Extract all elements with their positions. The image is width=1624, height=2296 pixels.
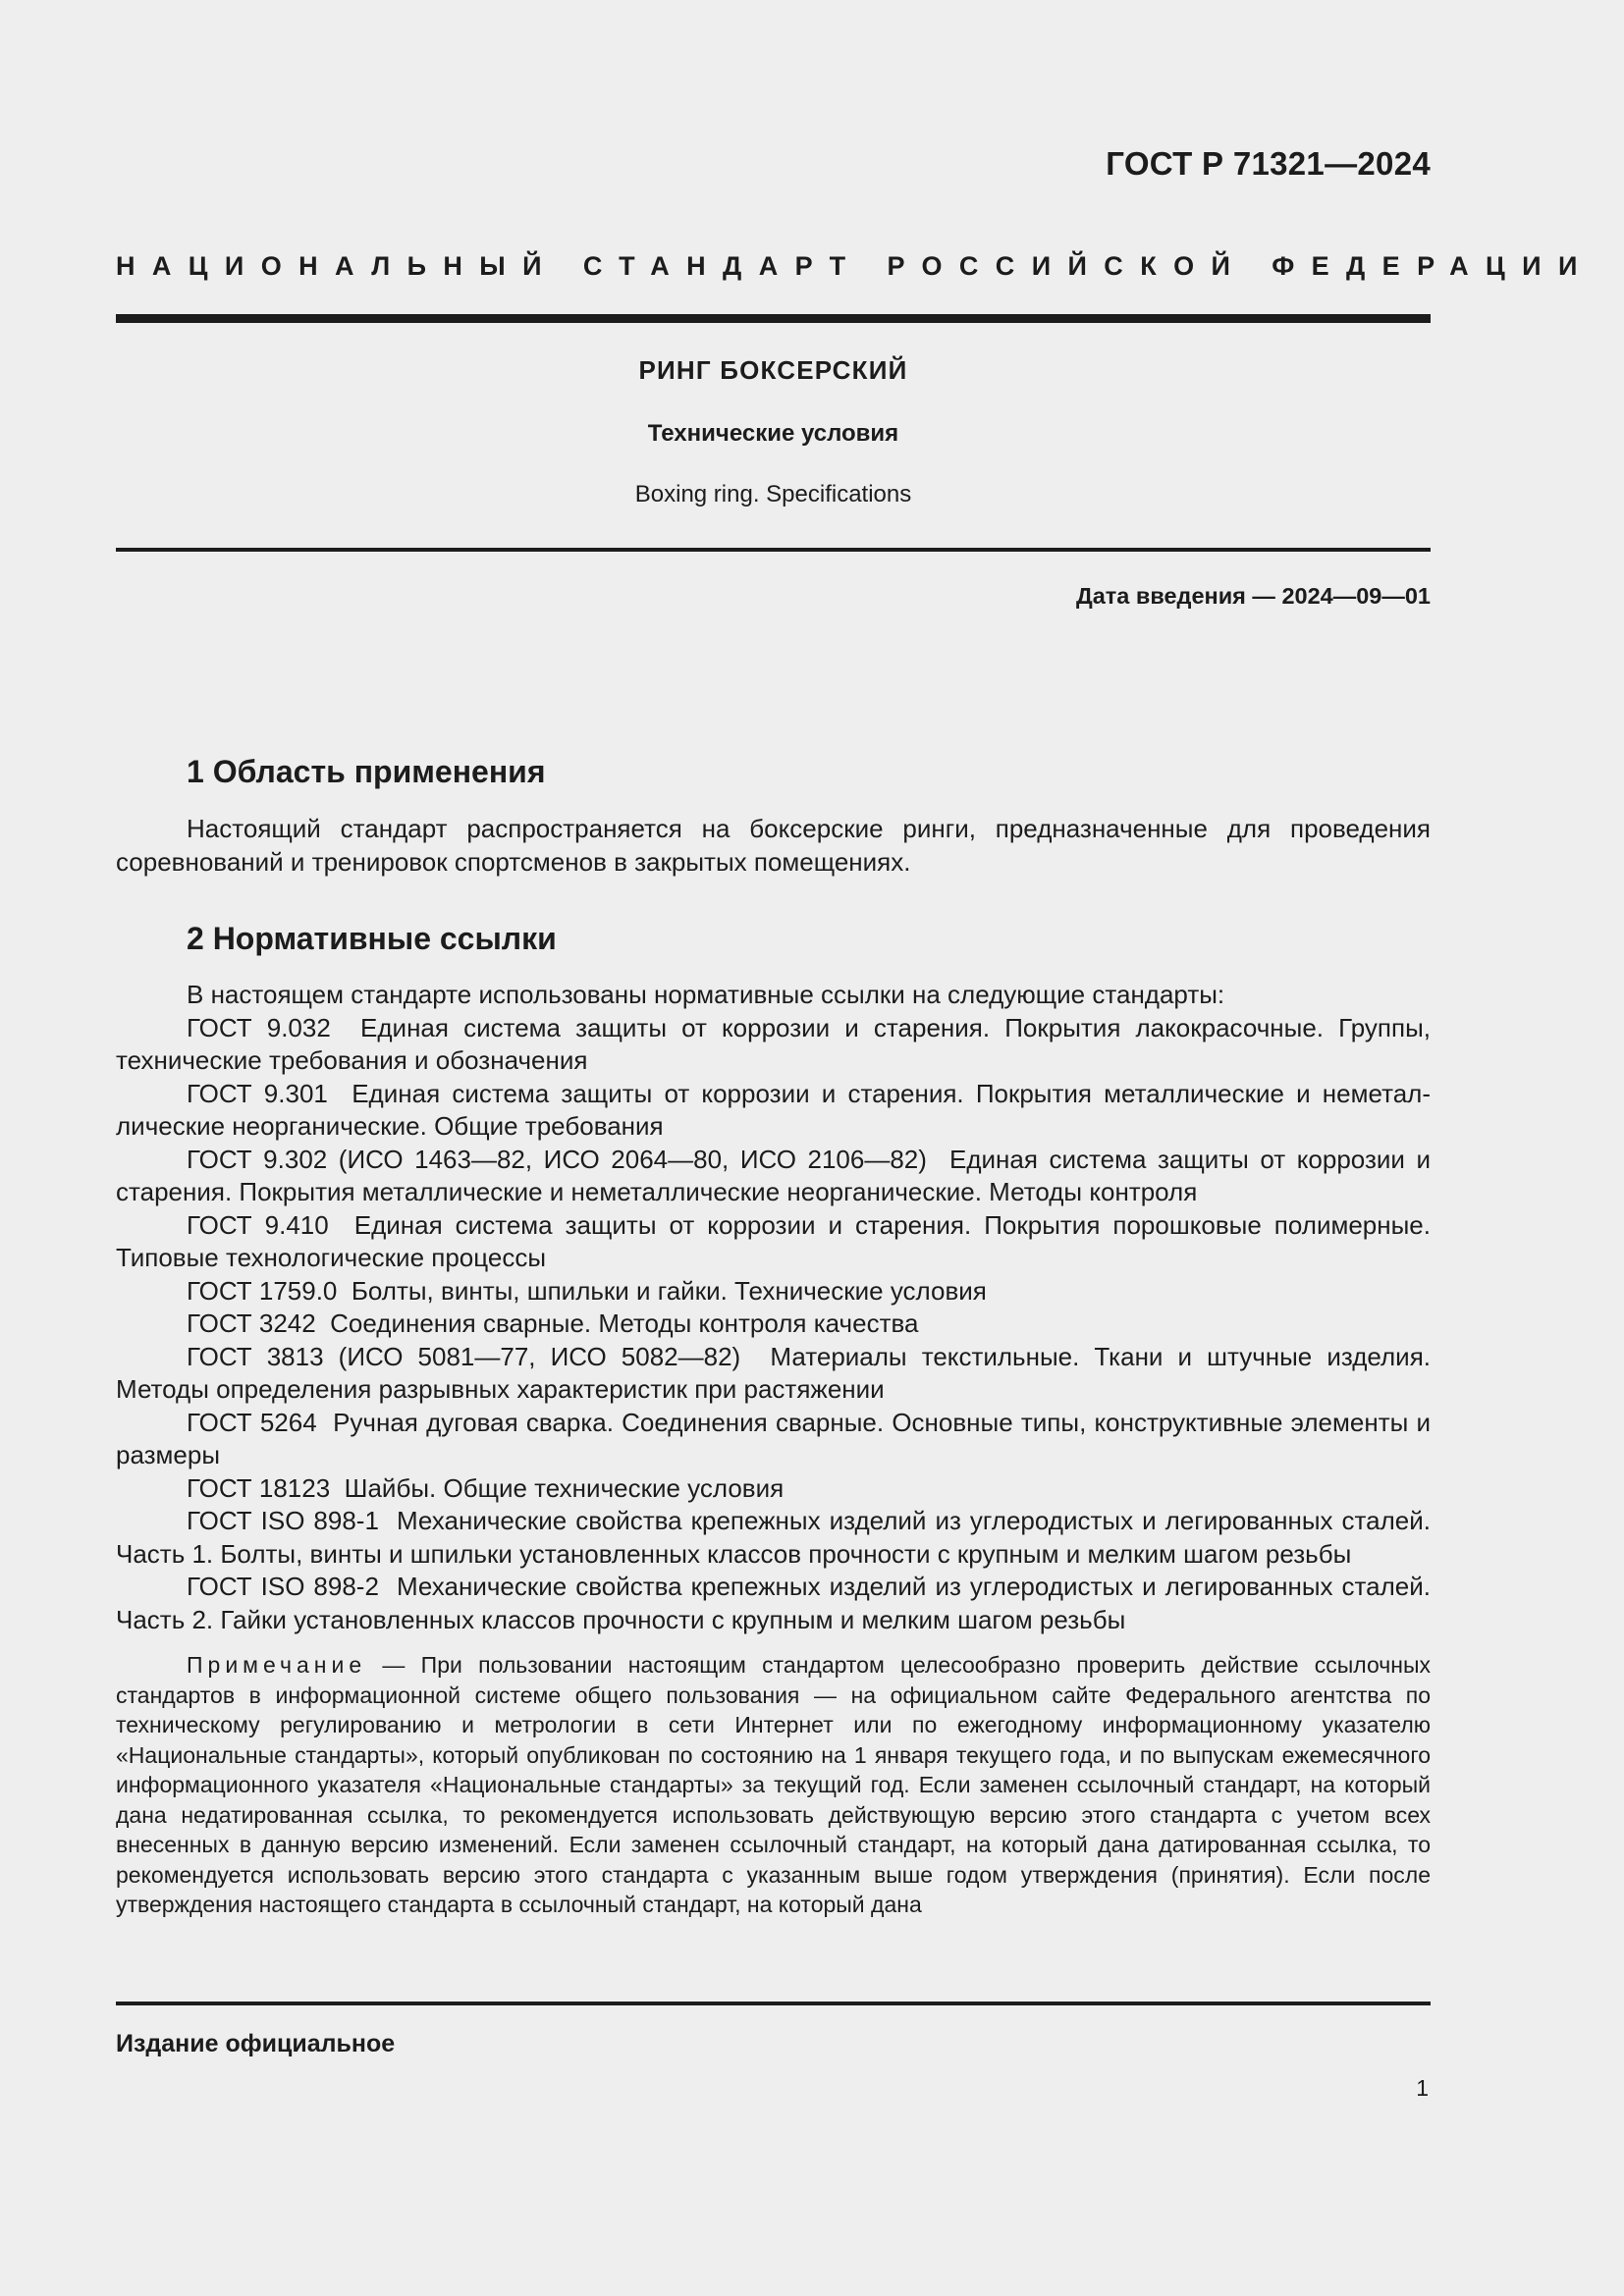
reference-item xyxy=(116,1308,1431,1341)
reference-title: Болты, винты, шпильки и гайки. Технические условия xyxy=(351,1275,987,1306)
reference-note xyxy=(116,1650,1431,1920)
section-scope xyxy=(116,750,1431,879)
reference-item xyxy=(116,1472,1431,1506)
section-heading: 1 Область применения xyxy=(187,754,546,789)
reference-code: ГОСТ 18123 xyxy=(187,1472,331,1503)
reference-code: ГОСТ ISO 898-2 xyxy=(187,1572,379,1601)
reference-title: Ручная дуговая сварка. Соединения сварные. Основные типы, конструктивные элементы и размеры xyxy=(116,1407,1432,1469)
section-normative-references xyxy=(116,917,1431,1920)
reference-title: Механические свойства крепежных изделий из углеродистых и легированных сталей. Часть 2. Гайки установленных классов прочности с крупным и мелким шагом резьбы xyxy=(116,1572,1432,1634)
reference-title: Единая система защиты от коррозии и старения. Покрытия порошковые полимерные. Типовые технологические процессы xyxy=(116,1209,1431,1272)
reference-code: ГОСТ 9.032 xyxy=(187,1012,331,1042)
reference-item xyxy=(116,1571,1431,1636)
page-number: 1 xyxy=(1416,2075,1429,2101)
reference-code: ГОСТ 3242 xyxy=(187,1308,316,1338)
reference-code: ГОСТ 9.301 xyxy=(187,1078,328,1108)
document-page xyxy=(116,0,1595,2296)
reference-title: Материалы текстильные. Ткани и штучные изделия. Методы определения разрывных характеристик при растяжении xyxy=(116,1341,1431,1404)
reference-title: Единая система защиты от коррозии и старения. Покрытия лакокрасочные. Группы, технические требования и обозначения xyxy=(116,1012,1431,1075)
reference-item xyxy=(116,1341,1431,1407)
reference-code: ГОСТ 1759.0 xyxy=(187,1275,338,1306)
reference-list xyxy=(116,1012,1431,1637)
reference-code: ГОСТ 9.302 (ИСО 1463—82, ИСО 2064—80, ИСО 2106—82) xyxy=(187,1144,927,1174)
edition-label: Издание официальное xyxy=(116,2030,396,2057)
note-text: — При пользовании настоящим стандартом целесообразно проверить действие ссылочных стандартов в информационной системе общего пользования — на официальном сайте Федерального агентства по техническому регулированию и метрологии в сети Интернет или по ежегодному информационному указателю «Национальные стандарты», который опубликован по состоянию на 1 января текущего года, и по выпускам ежемесячного информационного указателя «Национальные стандарты» за текущий год. Если заменен ссылочный стандарт, на который дана недатированная ссылка, то рекомендуется использовать действующую версию этого стандарта с учетом всех внесенных в данную версию изменений. Если заменен ссылочный стандарт, на который дана датированная ссылка, то рекомендуется использовать версию этого стандарта с указанным выше годом утверждения (принятия). Если после утверждения настоящего стандарта в ссылочный стандарт, на который дана xyxy=(116,1652,1431,1917)
reference-title: Соединения сварные. Методы контроля качества xyxy=(330,1308,919,1338)
title-divider xyxy=(116,548,1431,552)
reference-item xyxy=(116,1209,1431,1275)
document-title: РИНГ БОКСЕРСКИЙ xyxy=(638,355,908,385)
reference-title: Механические свойства крепежных изделий из углеродистых и легированных сталей. Часть 1. Болты, винты и шпильки установленных классов прочности с крупным и мелким шагом резьбы xyxy=(116,1506,1432,1569)
reference-item xyxy=(116,1407,1431,1472)
reference-title: Единая система защиты от коррозии и старения. Покрытия металлические и неметаллические неорганические. Общие требования xyxy=(116,1078,1431,1141)
reference-item xyxy=(116,1275,1431,1308)
header-divider xyxy=(116,314,1431,323)
reference-item xyxy=(116,1012,1431,1078)
note-label: Примечание xyxy=(187,1652,367,1678)
reference-code: ГОСТ 3813 (ИСО 5081—77, ИСО 5082—82) xyxy=(187,1341,741,1371)
references-intro: В настоящем стандарте использованы нормативные ссылки на следующие стандарты: xyxy=(187,980,1225,1009)
reference-title: Единая система защиты от коррозии и старения. Покрытия металлические и неметаллические неорганические. Методы контроля xyxy=(116,1144,1431,1206)
national-standard-banner: НАЦИОНАЛЬНЫЙ СТАНДАРТ РОССИЙСКОЙ ФЕДЕРАЦИИ xyxy=(116,251,1595,281)
section-paragraph: Настоящий стандарт распространяется на боксерские ринги, предназначенные для проведения соревнований и тренировок спортсменов в закрытых помещениях. xyxy=(116,814,1431,877)
document-title-english: Boxing ring. Specifications xyxy=(634,481,912,507)
introduction-date: Дата введения — 2024—09—01 xyxy=(1075,583,1431,609)
reference-item xyxy=(116,1078,1431,1144)
reference-item xyxy=(116,1505,1431,1571)
reference-code: ГОСТ ISO 898-1 xyxy=(187,1506,379,1535)
reference-item xyxy=(116,1144,1431,1209)
document-subtitle: Технические условия xyxy=(647,420,899,447)
document-code: ГОСТ Р 71321—2024 xyxy=(1106,145,1431,182)
footer-divider xyxy=(116,2002,1431,2005)
reference-code: ГОСТ 9.410 xyxy=(187,1209,329,1240)
reference-title: Шайбы. Общие технические условия xyxy=(344,1472,785,1503)
reference-code: ГОСТ 5264 xyxy=(187,1407,317,1437)
section-heading: 2 Нормативные ссылки xyxy=(187,921,557,956)
